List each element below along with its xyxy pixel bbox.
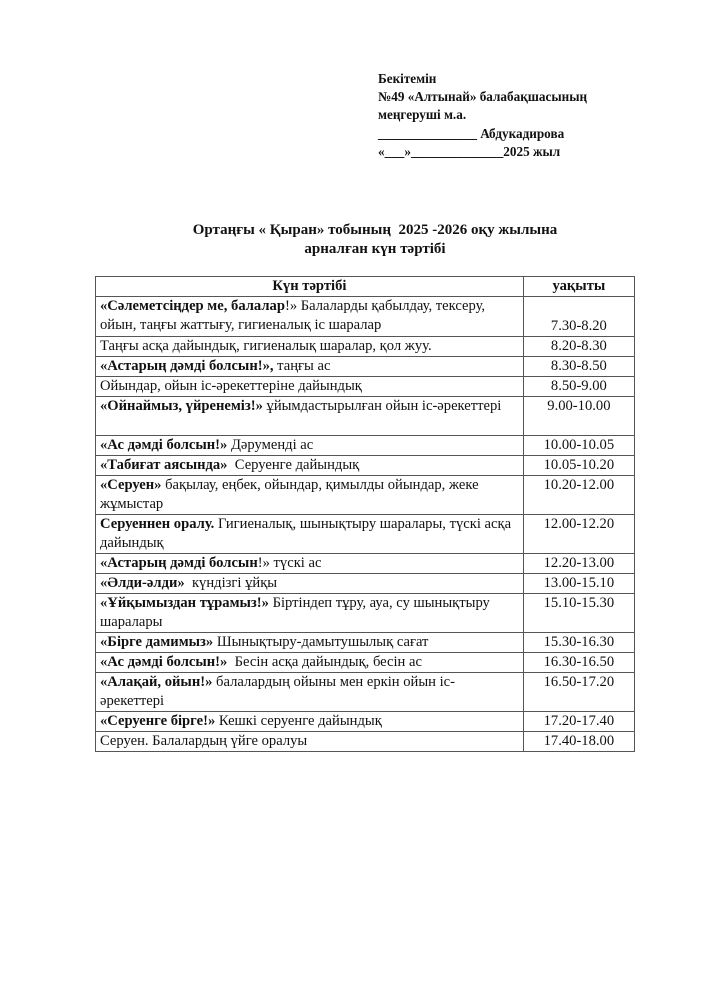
time-cell: 16.30-16.50 — [523, 653, 634, 673]
activity-cell — [96, 653, 524, 673]
table-row — [96, 653, 635, 673]
schedule-table — [95, 276, 635, 752]
activity-description: Таңғы асқа дайындық, гигиеналық шаралар, қол жуу. — [100, 338, 432, 354]
activity-cell — [96, 456, 524, 476]
table-row — [96, 436, 635, 456]
activity-description: Серуенге дайындық — [227, 457, 360, 473]
table-row — [96, 337, 635, 357]
table-row — [96, 673, 635, 712]
approval-line: «___»______________2025 жыл — [378, 143, 561, 159]
activity-title: «Әлди-әлди» — [100, 575, 185, 591]
time-cell: 7.30-8.20 — [523, 297, 634, 337]
approval-line: _______________ Абдукадирова — [378, 125, 565, 141]
activity-title: «Ойнаймыз, үйренеміз!» — [100, 398, 263, 414]
activity-description: Кешкі серуенге дайындық — [215, 713, 382, 729]
activity-cell — [96, 436, 524, 456]
activity-title: Серуеннен оралу. — [100, 516, 215, 532]
activity-description: күндізгі ұйқы — [184, 575, 278, 591]
time-cell: 9.00-10.00 — [523, 397, 634, 436]
time-cell: 15.30-16.30 — [523, 633, 634, 653]
time-cell: 13.00-15.10 — [523, 574, 634, 594]
table-row — [96, 594, 635, 633]
table-row — [96, 732, 635, 752]
activity-title: «Астарың дәмді болсын — [100, 555, 258, 571]
time-cell: 12.20-13.00 — [523, 554, 634, 574]
activity-cell — [96, 673, 524, 712]
header-activity: Күн тәртібі — [96, 277, 524, 297]
activity-cell — [96, 574, 524, 594]
activity-cell — [96, 712, 524, 732]
activity-title: «Ас дәмді болсын!» — [100, 654, 228, 670]
activity-description: Серуен. Балалардың үйге оралуы — [100, 733, 308, 749]
table-row — [96, 397, 635, 436]
activity-description: Гигиеналық, шынықтыру шаралары, түскі асқа дайындық — [100, 516, 515, 551]
activity-title: «Ұйқымыздан тұрамыз!» — [100, 595, 269, 611]
activity-title: «Алақай, ойын!» — [100, 674, 213, 690]
activity-cell — [96, 337, 524, 357]
activity-description: балалардың ойыны мен еркін ойын іс-әрекеттері — [100, 674, 456, 709]
activity-description: Біртіндеп тұру, ауа, су шынықтыру шаралары — [100, 595, 494, 630]
activity-cell — [96, 397, 524, 436]
table-row — [96, 476, 635, 515]
time-cell: 8.20-8.30 — [523, 337, 634, 357]
time-cell: 12.00-12.20 — [523, 515, 634, 554]
approval-block — [378, 70, 587, 161]
activity-description: ұйымдастырылған ойын іс-әрекеттері — [262, 398, 502, 414]
activity-cell — [96, 594, 524, 633]
time-cell: 15.10-15.30 — [523, 594, 634, 633]
table-row — [96, 357, 635, 377]
approval-line: меңгеруші м.а. — [378, 107, 467, 123]
activity-cell — [96, 357, 524, 377]
activity-cell — [96, 732, 524, 752]
activity-description: таңғы ас — [273, 358, 331, 374]
time-cell: 10.00-10.05 — [523, 436, 634, 456]
table-header-row — [96, 277, 635, 297]
time-cell: 8.50-9.00 — [523, 377, 634, 397]
activity-cell — [96, 377, 524, 397]
time-cell: 10.20-12.00 — [523, 476, 634, 515]
activity-description: бақылау, еңбек, ойындар, қимылды ойындар, жеке жұмыстар — [100, 477, 483, 512]
time-cell: 17.40-18.00 — [523, 732, 634, 752]
activity-title: «Ас дәмді болсын!» — [100, 437, 228, 453]
time-cell: 16.50-17.20 — [523, 673, 634, 712]
table-row — [96, 712, 635, 732]
activity-cell — [96, 297, 524, 337]
title-line-2: арналған күн тәртібі — [304, 241, 446, 257]
activity-title: «Серуен» — [100, 477, 162, 493]
table-row — [96, 554, 635, 574]
activity-title: «Табиғат аясында» — [100, 457, 228, 473]
activity-description: Бесін асқа дайындық, бесін ас — [227, 654, 422, 670]
table-row — [96, 633, 635, 653]
table-row — [96, 574, 635, 594]
time-cell: 17.20-17.40 — [523, 712, 634, 732]
activity-title: «Сәлеметсіңдер ме, балалар — [100, 298, 285, 314]
document-title — [100, 221, 650, 259]
table-row — [96, 377, 635, 397]
activity-title: «Серуенге бірге!» — [100, 713, 216, 729]
approval-line: №49 «Алтынай» балабақшасының — [378, 89, 588, 105]
table-row — [96, 297, 635, 337]
activity-title: «Астарың дәмді болсын!», — [100, 358, 274, 374]
activity-description: Ойындар, ойын іс-әрекеттеріне дайындық — [100, 378, 362, 394]
activity-description: !» Балаларды қабылдау, тексеру, ойын, таңғы жаттығу, гигиеналық іс шаралар — [100, 298, 489, 333]
activity-description: Дәруменді ас — [227, 437, 314, 453]
table-row — [96, 515, 635, 554]
title-line-1: Ортаңғы « Қыран» тобының 2025 -2026 оқу жылына — [192, 222, 558, 238]
activity-description: Шынықтыру-дамытушылық сағат — [213, 634, 429, 650]
table-row — [96, 456, 635, 476]
activity-cell — [96, 515, 524, 554]
activity-title: «Бірге дамимыз» — [100, 634, 214, 650]
approval-line: Бекітемін — [378, 71, 437, 86]
activity-cell — [96, 633, 524, 653]
activity-cell — [96, 476, 524, 515]
time-cell: 10.05-10.20 — [523, 456, 634, 476]
header-time: уақыты — [523, 277, 634, 297]
time-cell: 8.30-8.50 — [523, 357, 634, 377]
activity-cell — [96, 554, 524, 574]
activity-description: !» түскі ас — [257, 555, 322, 571]
